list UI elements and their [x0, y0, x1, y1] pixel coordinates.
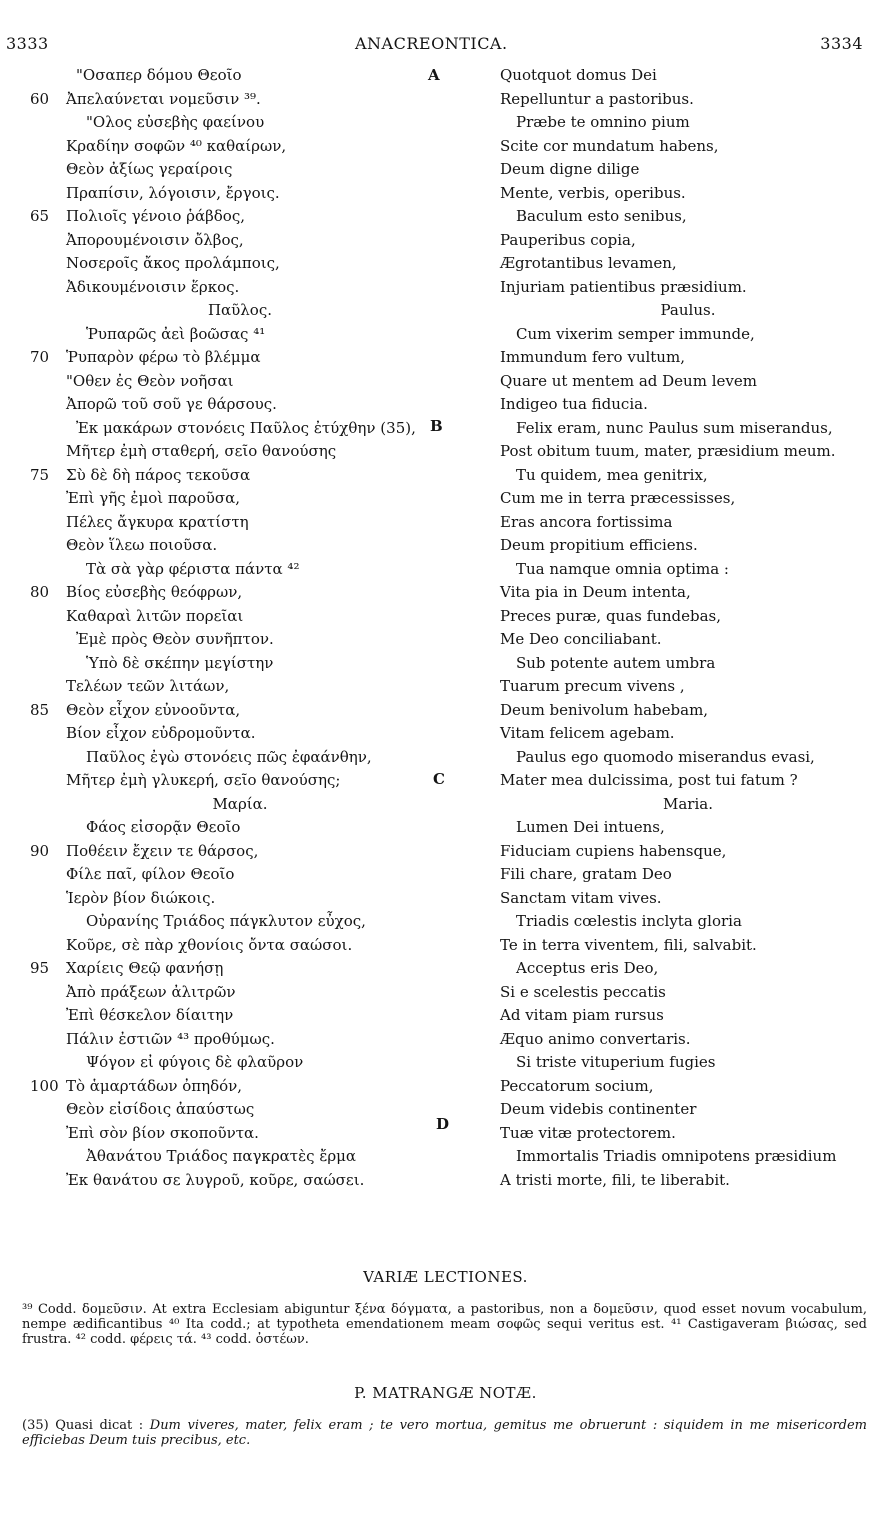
verse-line: [30, 1004, 450, 1028]
verse-text: Æquo animo convertaris.: [500, 1029, 691, 1048]
verse-line: [498, 581, 878, 605]
verse-text: Ἀπορῶ τοῦ σοῦ γε θάρσους.: [66, 395, 277, 413]
verse-line: [498, 229, 878, 253]
verse-text: Ad vitam piam rursus: [500, 1006, 664, 1024]
verse-line: [30, 722, 450, 746]
verse-text: Σὺ δὲ δὴ πάρος τεκοῦσα: [66, 465, 251, 484]
verse-text: Κραδίην σοφῶν ⁴⁰ καθαίρων,: [66, 136, 287, 155]
verse-text: Ἐμὲ πρὸς Θεὸν συνῆπτον.: [76, 630, 274, 648]
verse-text: A tristi morte, fili, te liberabit.: [500, 1170, 730, 1189]
verse-line: [30, 840, 450, 864]
verse-line: [30, 934, 450, 958]
verse-text: Οὐρανίης Τριάδος πάγκλυτον εὖχος,: [86, 912, 366, 930]
verse-line: [498, 605, 878, 629]
verse-line: [498, 910, 878, 934]
verse-text: Eras ancora fortissima: [500, 512, 673, 531]
verse-line: [30, 417, 450, 441]
verse-text: Scite cor mundatum habens,: [500, 136, 719, 155]
verse-text: Τὰ σὰ γὰρ φέριστα πάντα ⁴²: [86, 559, 300, 578]
verse-text: Ἀδικουμένοισιν ἕρκος.: [66, 277, 240, 296]
notae-heading: P. MATRANGÆ NOTÆ.: [354, 1384, 537, 1402]
verse-line: [30, 88, 450, 112]
verse-text: Vitam felicem agebam.: [500, 724, 675, 742]
notae-body: Dum viveres, mater, felix eram ; te vero mortua, gemitus me obruerunt : siquidem in me misericordem efficiebas Deum tuis precibus, etc.: [22, 1418, 867, 1448]
verse-text: Sub potente autem umbra: [516, 653, 716, 672]
verse-line: [30, 534, 450, 558]
verse-line: [30, 675, 450, 699]
verse-line: [498, 135, 878, 159]
verse-line: [30, 252, 450, 276]
verse-line: [30, 628, 450, 652]
verse-line: [498, 558, 878, 582]
verse-line: [30, 816, 450, 840]
verse-text: Ἐπὶ γῆς ἐμοὶ παροῦσα,: [66, 489, 240, 507]
verse-text: "Οσαπερ δόμου Θεοῖο: [76, 66, 242, 84]
verse-line: [30, 487, 450, 511]
verse-line: [30, 910, 450, 934]
verse-line: [30, 64, 450, 88]
line-number: 85: [30, 700, 50, 719]
greek-column: [30, 64, 450, 1192]
variae-lectiones-heading: VARIÆ LECTIONES.: [363, 1268, 528, 1286]
verse-line: [498, 934, 878, 958]
verse-text: Quotquot domus Dei: [500, 66, 657, 84]
verse-text: Τελέων τεῶν λιτάων,: [66, 677, 230, 695]
verse-text: Μῆτερ ἐμὴ γλυκερή, σεῖο θανούσης;: [66, 771, 341, 789]
verse-line: [30, 1075, 450, 1099]
verse-line: [498, 464, 878, 488]
verse-text: Ἐκ θανάτου σε λυγροῦ, κοῦρε, σαώσει.: [66, 1170, 365, 1189]
verse-text: Πέλες ἄγκυρα κρατίστη: [66, 512, 249, 531]
verse-line: [498, 323, 878, 347]
verse-line: [30, 1169, 450, 1193]
verse-text: Mater mea dulcissima, post tui fatum ?: [500, 771, 798, 789]
verse-text: Ἀπορουμένοισιν ὄλβος,: [66, 230, 244, 249]
verse-line: [498, 1028, 878, 1052]
notae-text: [22, 1418, 867, 1448]
verse-text: Φάος εἰσορᾷν Θεοῖο: [86, 818, 241, 836]
verse-text: Deum videbis continenter: [500, 1100, 697, 1118]
verse-text: Ἀπελαύνεται νομεῦσιν ³⁹.: [66, 89, 261, 108]
verse-line: [498, 981, 878, 1005]
verse-line: [30, 158, 450, 182]
speaker-heading: Paulus.: [660, 301, 716, 319]
verse-text: Φίλε παῖ, φίλον Θεοῖο: [66, 865, 235, 883]
verse-text: Præbe te omnino pium: [516, 113, 690, 131]
verse-text: Ἱερὸν βίον διώκοις.: [66, 888, 216, 907]
verse-text: Indigeo tua fiducia.: [500, 395, 648, 413]
verse-text: Peccatorum socium,: [500, 1076, 654, 1095]
verse-text: Me Deo conciliabant.: [500, 630, 662, 648]
verse-line: [30, 511, 450, 535]
verse-text: Preces puræ, quas fundebas,: [500, 606, 721, 625]
verse-text: Ἐκ μακάρων στονόεις Παῦλος ἐτύχθην (35),: [76, 418, 416, 437]
verse-line: [30, 981, 450, 1005]
verse-text: Θεὸν ἵλεω ποιοῦσα.: [66, 536, 218, 554]
verse-text: Ῥυπαρὸν φέρω τὸ βλέμμα: [66, 348, 261, 366]
verse-line: [30, 652, 450, 676]
verse-line: [30, 1098, 450, 1122]
verse-line: [30, 1028, 450, 1052]
verse-text: Κοῦρε, σὲ πὰρ χθονίοις ὄντα σαώσοι.: [66, 935, 353, 954]
verse-line: [30, 558, 450, 582]
speaker-heading: Μαρία.: [212, 794, 268, 813]
verse-line: [30, 863, 450, 887]
verse-text: Μῆτερ ἐμὴ σταθερή, σεῖο θανούσης: [66, 442, 337, 460]
verse-text: Καθαραὶ λιτῶν πορεῖαι: [66, 606, 244, 625]
line-number: 65: [30, 207, 50, 225]
verse-line: [30, 393, 450, 417]
margin-marker-b: B: [430, 417, 443, 435]
verse-text: Mente, verbis, operibus.: [500, 183, 686, 202]
verse-line: [498, 863, 878, 887]
verse-line: [498, 64, 878, 88]
verse-text: Ἐπὶ θέσκελον δίαιτην: [66, 1006, 234, 1024]
verse-line: [498, 1169, 878, 1193]
verse-text: Deum propitium efficiens.: [500, 536, 698, 554]
verse-line: [498, 769, 878, 793]
verse-text: Tuæ vitæ protectorem.: [500, 1123, 676, 1142]
line-number: 90: [30, 841, 50, 860]
speaker-heading: Παῦλος.: [207, 301, 273, 319]
verse-text: Baculum esto senibus,: [516, 207, 687, 225]
verse-line: [30, 276, 450, 300]
verse-line: [498, 1075, 878, 1099]
verse-line: [498, 205, 878, 229]
verse-text: Tuarum precum vivens ,: [500, 677, 685, 695]
verse-text: Si e scelestis peccatis: [500, 982, 666, 1001]
verse-line: [498, 158, 878, 182]
verse-text: Ποθέειν ἔχειν τε θάρσος,: [66, 841, 259, 860]
verse-text: Ὑπὸ δὲ σκέπην μεγίστην: [86, 653, 274, 672]
verse-line: [498, 1098, 878, 1122]
verse-text: Triadis cœlestis inclyta gloria: [516, 912, 742, 930]
verse-text: Post obitum tuum, mater, præsidium meum.: [500, 442, 836, 460]
verse-text: Repelluntur a pastoribus.: [500, 89, 694, 108]
verse-text: Πολιοῖς γένοιο ῥάβδος,: [66, 207, 245, 225]
verse-text: Πάλιν ἐστιῶν ⁴³ προθύμως.: [66, 1029, 275, 1048]
verse-text: Vita pia in Deum intenta,: [500, 583, 691, 601]
verse-line: [498, 511, 878, 535]
verse-line: [498, 652, 878, 676]
verse-line: [498, 699, 878, 723]
verse-text: Ἀπὸ πράξεων ἀλιτρῶν: [66, 982, 236, 1001]
verse-line: [30, 1051, 450, 1075]
line-number: 100: [30, 1076, 59, 1095]
verse-line: [498, 1051, 878, 1075]
verse-line: [30, 1145, 450, 1169]
verse-line: [498, 628, 878, 652]
variae-lectiones-text: ³⁹ Codd. δομεῦσιν. At extra Ecclesiam abiguntur ξένα δόγματα, a pastoribus, non a δομεῦσιν, quod esset novum vocabulum, nempe ædificantibus ⁴⁰ Ita codd.; at typotheta emendationem meam σοφῶς sequi veritus est. ⁴¹ Castigaveram βιώσας, sed frustra. ⁴² codd. φέρεις τά. ⁴³ codd. ὀστέων.: [22, 1302, 867, 1347]
verse-line: [30, 111, 450, 135]
verse-line: [498, 111, 878, 135]
running-title: ANACREONTICA.: [355, 34, 508, 53]
verse-line: [30, 746, 450, 770]
verse-line: [30, 346, 450, 370]
verse-text: Παῦλος ἐγὼ στονόεις πῶς ἐφαάνθην,: [86, 747, 372, 766]
page-number-right: 3334: [820, 34, 863, 53]
verse-line: [498, 1122, 878, 1146]
verse-line: [498, 746, 878, 770]
verse-text: Βίον εἶχον εὐδρομοῦντα.: [66, 724, 256, 742]
verse-text: Deum benivolum habebam,: [500, 700, 709, 719]
verse-text: Felix eram, nunc Paulus sum miserandus,: [516, 418, 833, 437]
verse-text: Lumen Dei intuens,: [516, 818, 665, 836]
verse-line: [30, 135, 450, 159]
notae-number: (35) Quasi dicat :: [22, 1418, 144, 1433]
verse-text: Paulus ego quomodo miserandus evasi,: [516, 747, 815, 766]
verse-line: [30, 581, 450, 605]
verse-line: [498, 816, 878, 840]
verse-line: [498, 88, 878, 112]
verse-text: Θεὸν εἰσίδοις ἀπαύστως: [66, 1100, 255, 1118]
verse-line: [498, 887, 878, 911]
verse-line: [498, 276, 878, 300]
verse-line: [30, 605, 450, 629]
verse-line: [498, 957, 878, 981]
verse-text: Immortalis Triadis omnipotens præsidium: [516, 1147, 837, 1165]
verse-text: Ἐπὶ σὸν βίον σκοποῦντα.: [66, 1123, 259, 1142]
verse-text: Ψόγον εἰ φύγοις δὲ φλαῦρον: [86, 1053, 304, 1071]
verse-line: [498, 487, 878, 511]
verse-line: [498, 440, 878, 464]
verse-line: [498, 840, 878, 864]
margin-marker-d: D: [436, 1115, 450, 1133]
verse-text: Fiduciam cupiens habensque,: [500, 841, 727, 860]
verse-text: Quare ut mentem ad Deum levem: [500, 371, 757, 390]
verse-line: [498, 1145, 878, 1169]
verse-text: Τὸ ἁμαρτάδων ὀπηδόν,: [66, 1076, 243, 1095]
verse-text: Χαρίεις Θεῷ φανήσῃ: [66, 959, 224, 977]
verse-line: [30, 957, 450, 981]
verse-line: [30, 440, 450, 464]
verse-text: Si triste vituperium fugies: [516, 1053, 716, 1071]
margin-marker-c: C: [433, 770, 445, 788]
latin-column: [498, 64, 878, 1192]
verse-text: Tu quidem, mea genitrix,: [516, 465, 708, 484]
verse-text: Ægrotantibus levamen,: [500, 254, 677, 272]
line-number: 70: [30, 348, 50, 366]
verse-line: [30, 887, 450, 911]
verse-line: [30, 182, 450, 206]
verse-line: [498, 417, 878, 441]
verse-text: Θεὸν ἀξίως γεραίροις: [66, 160, 233, 178]
verse-text: "Οθεν ἐς Θεὸν νοῆσαι: [66, 371, 234, 390]
margin-marker-a: A: [428, 66, 440, 84]
verse-line: [30, 229, 450, 253]
verse-text: Πραπίσιν, λόγοισιν, ἔργοις.: [66, 183, 280, 202]
verse-text: Θεὸν εἶχον εὐνοοῦντα,: [66, 700, 241, 719]
verse-line: [30, 699, 450, 723]
verse-line: [498, 1004, 878, 1028]
verse-text: Νοσεροῖς ἄκος προλάμποις,: [66, 254, 280, 272]
verse-line: [498, 252, 878, 276]
verse-text: Sanctam vitam vives.: [500, 888, 662, 907]
line-number: 60: [30, 89, 50, 108]
verse-line: [30, 769, 450, 793]
verse-text: Immundum fero vultum,: [500, 348, 685, 366]
verse-line: [498, 346, 878, 370]
verse-text: Te in terra viventem, fili, salvabit.: [500, 935, 757, 954]
verse-line: [498, 393, 878, 417]
verse-text: Deum digne dilige: [500, 160, 640, 178]
verse-text: Pauperibus copia,: [500, 230, 636, 249]
verse-text: "Ολος εὐσεβὴς φαείνου: [86, 113, 265, 131]
verse-line: [498, 182, 878, 206]
verse-line: [498, 722, 878, 746]
page-number-left: 3333: [6, 34, 49, 53]
verse-line: [498, 534, 878, 558]
verse-text: Acceptus eris Deo,: [516, 959, 659, 977]
verse-line: [30, 323, 450, 347]
speaker-heading: Maria.: [663, 794, 713, 813]
verse-text: Injuriam patientibus præsidium.: [500, 277, 747, 296]
verse-line: [30, 1122, 450, 1146]
verse-line: [498, 675, 878, 699]
verse-text: Ῥυπαρῶς ἀεὶ βοῶσας ⁴¹: [86, 324, 266, 343]
verse-line: [30, 205, 450, 229]
verse-text: Βίος εὐσεβὴς θεόφρων,: [66, 583, 243, 601]
line-number: 95: [30, 959, 50, 977]
line-number: 80: [30, 583, 50, 601]
verse-text: Cum me in terra præcessisses,: [500, 489, 736, 507]
verse-text: Fili chare, gratam Deo: [500, 865, 672, 883]
verse-line: [498, 370, 878, 394]
verse-text: Tua namque omnia optima :: [516, 559, 729, 578]
line-number: 75: [30, 465, 50, 484]
verse-text: Cum vixerim semper immunde,: [516, 324, 755, 343]
verse-line: [30, 464, 450, 488]
verse-text: Ἀθανάτου Τριάδος παγκρατὲς ἔρμα: [86, 1147, 357, 1165]
verse-line: [30, 370, 450, 394]
